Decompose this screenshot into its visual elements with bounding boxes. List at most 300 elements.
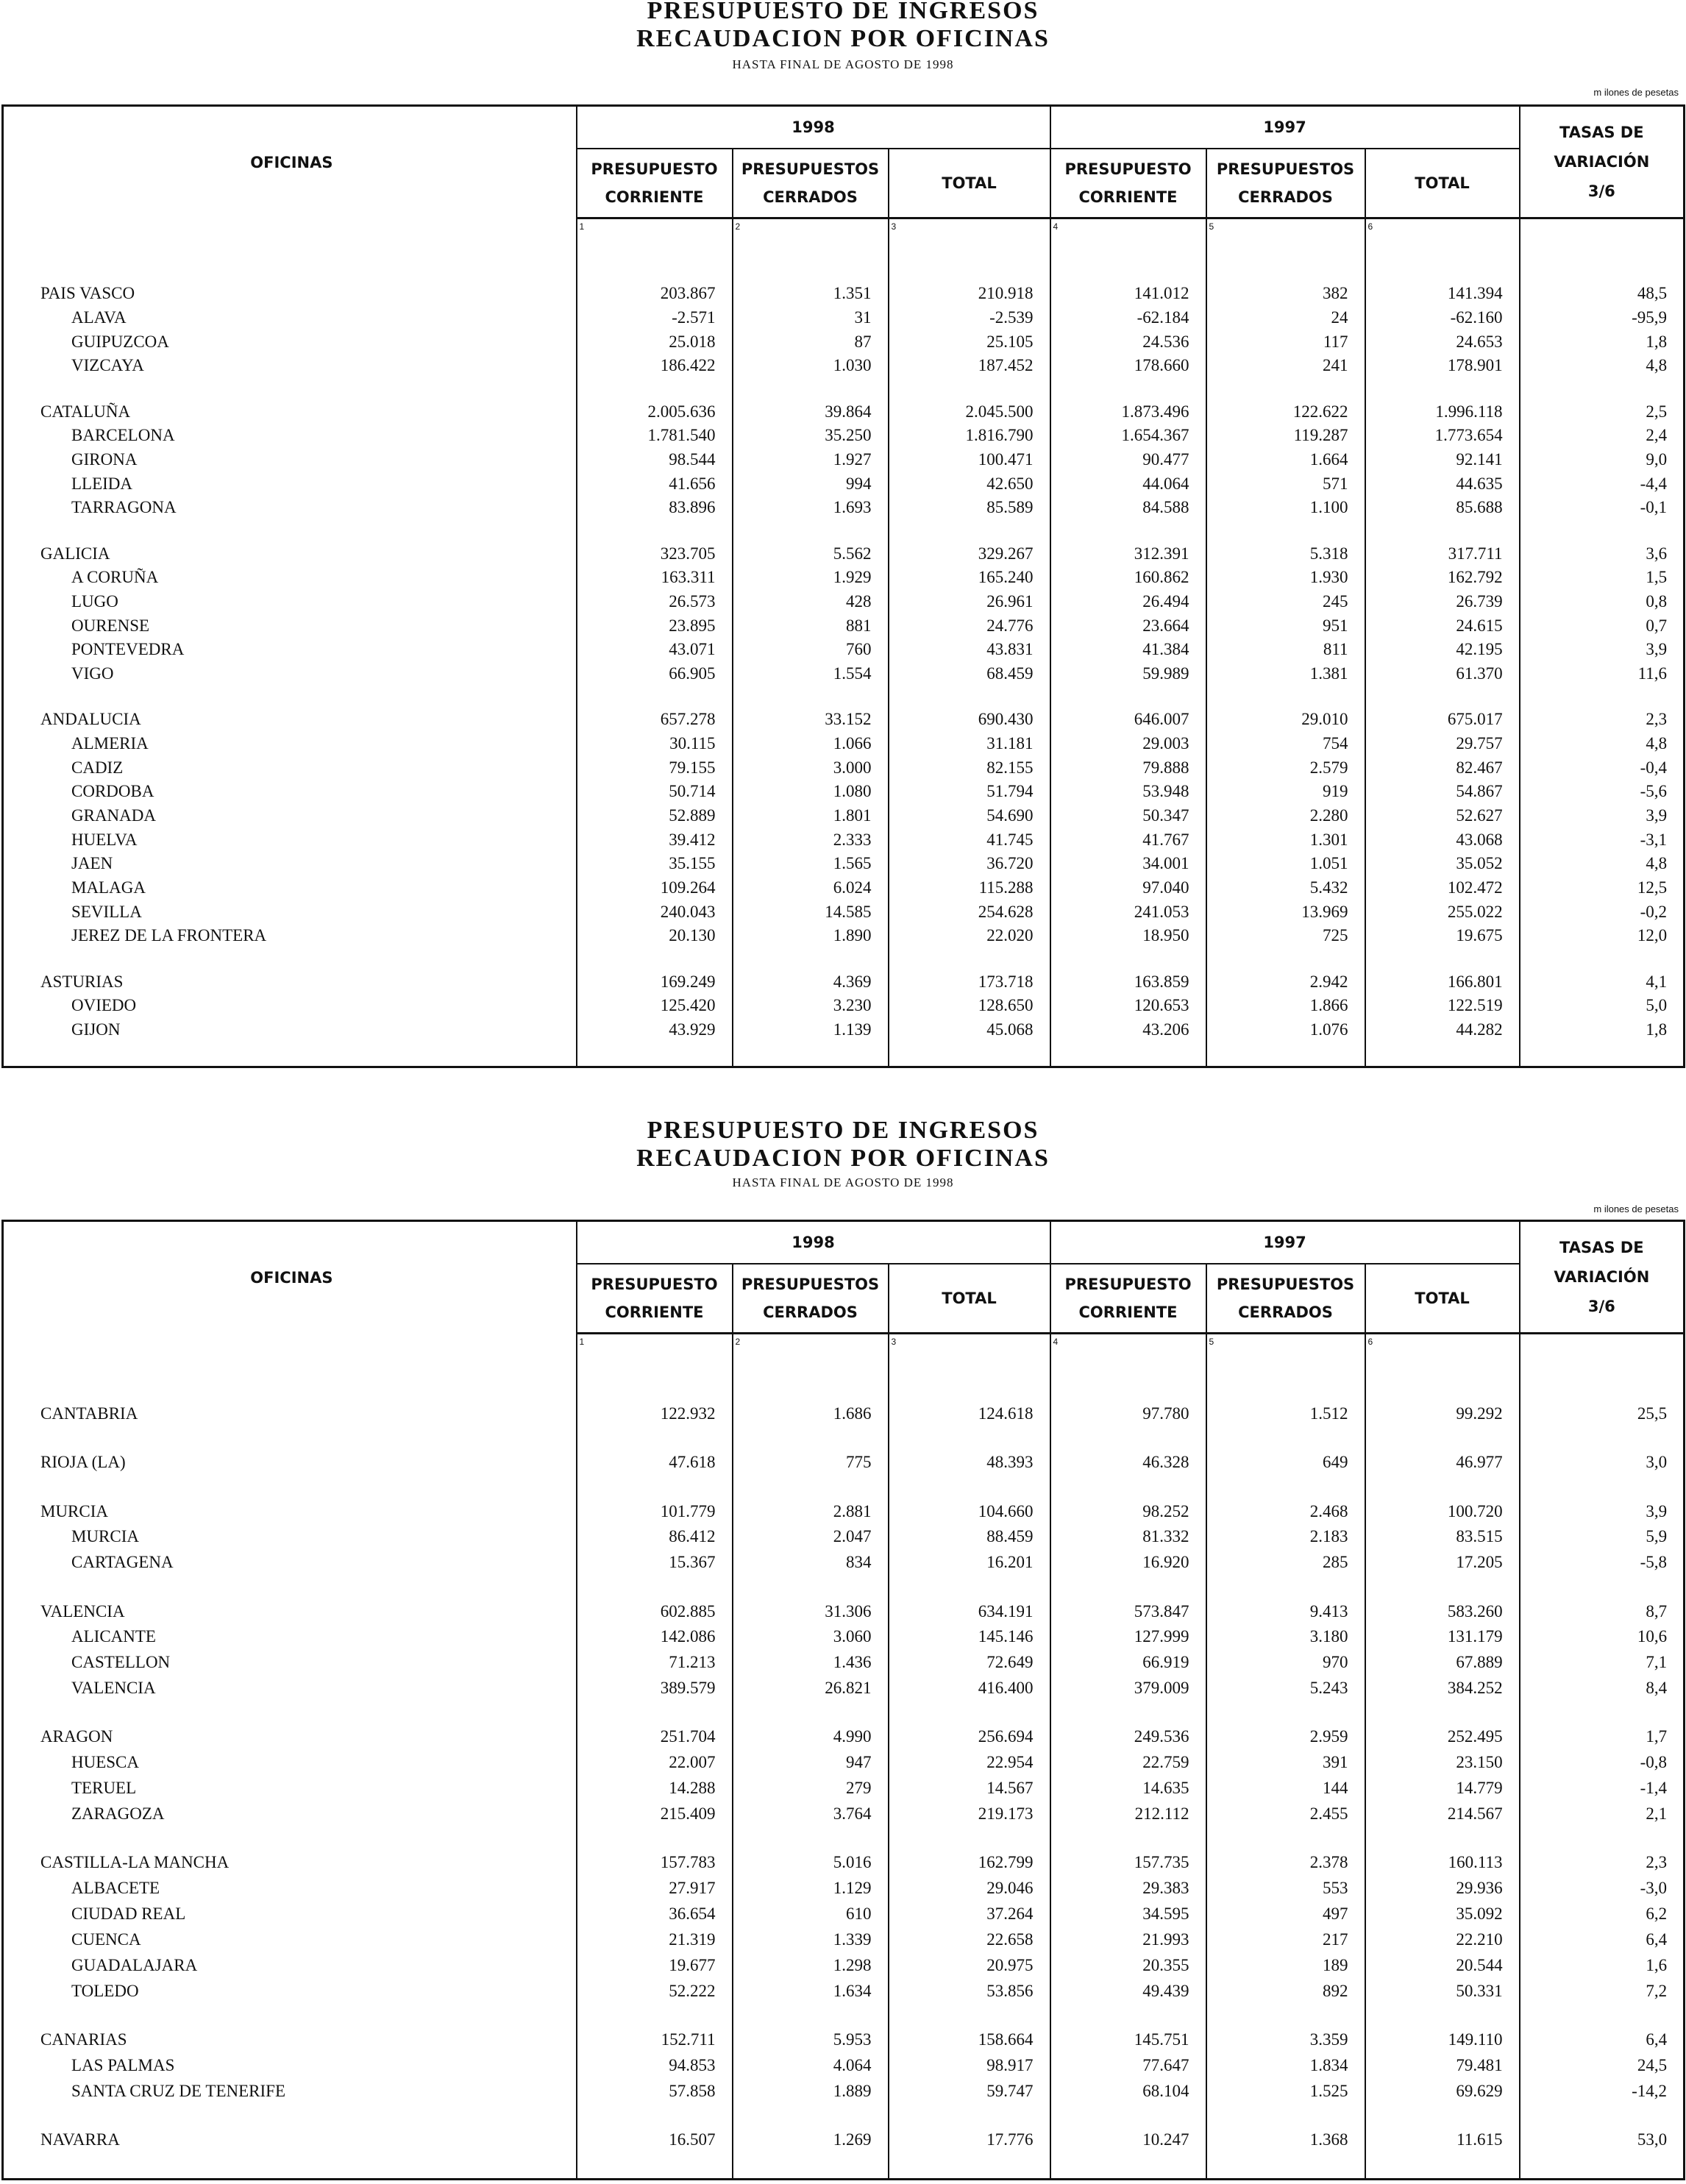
value-cell: 1.930 bbox=[1206, 565, 1365, 589]
value-cell: 19.675 bbox=[1365, 924, 1520, 948]
office-name: GUIPUZCOA bbox=[71, 332, 169, 351]
value-cell: 50.714 bbox=[577, 779, 733, 803]
region-row bbox=[3, 399, 1685, 424]
office-row bbox=[3, 828, 1685, 852]
value-cell: 98.252 bbox=[1050, 1498, 1206, 1524]
value-cell: 160.113 bbox=[1365, 1849, 1520, 1875]
value-cell: 24.536 bbox=[1050, 330, 1206, 354]
office-name: MURCIA bbox=[71, 1527, 140, 1546]
region-row bbox=[3, 1598, 1685, 1624]
value-cell: -3,0 bbox=[1520, 1875, 1685, 1901]
office-name: PONTEVEDRA bbox=[71, 640, 185, 659]
year-header-current: 1998 bbox=[577, 1221, 1050, 1264]
report-subtitle: RECAUDACION POR OFICINAS bbox=[636, 1145, 1050, 1172]
office-name: LLEIDA bbox=[71, 474, 133, 493]
spacer-cell bbox=[1206, 238, 1365, 260]
value-cell: 240.043 bbox=[577, 900, 733, 924]
value-cell: 50.331 bbox=[1365, 1978, 1520, 2004]
office-name: CIUDAD REAL bbox=[71, 1904, 186, 1924]
value-cell: 157.735 bbox=[1050, 1849, 1206, 1875]
value-cell: 36.720 bbox=[889, 851, 1050, 875]
value-cell: 48,5 bbox=[1520, 281, 1685, 305]
spacer-cell bbox=[1365, 377, 1520, 399]
value-cell: 125.420 bbox=[577, 993, 733, 1017]
filler-cell bbox=[1365, 2152, 1520, 2180]
value-cell: -3,1 bbox=[1520, 828, 1685, 852]
value-cell: 2.959 bbox=[1206, 1724, 1365, 1750]
office-row bbox=[3, 1675, 1685, 1701]
value-cell: 7,2 bbox=[1520, 1978, 1685, 2004]
value-cell: 3.060 bbox=[733, 1624, 889, 1650]
office-name: CASTILLA-LA MANCHA bbox=[40, 1853, 230, 1872]
region-row bbox=[3, 1449, 1685, 1475]
value-cell: 117 bbox=[1206, 330, 1365, 354]
spacer-cell bbox=[3, 238, 577, 260]
value-cell: 141.394 bbox=[1365, 281, 1520, 305]
value-cell: 144 bbox=[1206, 1775, 1365, 1801]
column-header-total: TOTAL bbox=[1365, 149, 1520, 218]
value-cell: 256.694 bbox=[889, 1724, 1050, 1750]
spacer-cell bbox=[577, 1701, 733, 1724]
value-cell: 2.455 bbox=[1206, 1801, 1365, 1826]
tasas-line: TASAS DE bbox=[1559, 124, 1644, 141]
spacer-cell bbox=[733, 1701, 889, 1724]
office-name: ALICANTE bbox=[71, 1627, 156, 1646]
value-cell: 20.355 bbox=[1050, 1952, 1206, 1978]
region-row bbox=[3, 707, 1685, 731]
value-cell: 41.767 bbox=[1050, 828, 1206, 852]
value-cell: -5,8 bbox=[1520, 1549, 1685, 1575]
region-row bbox=[3, 281, 1685, 305]
value-cell: 1.693 bbox=[733, 495, 889, 519]
column-header-presupuesto-corriente bbox=[577, 149, 733, 218]
value-cell: 573.847 bbox=[1050, 1598, 1206, 1624]
spacer-cell bbox=[1365, 1475, 1520, 1498]
value-cell: 72.649 bbox=[889, 1649, 1050, 1675]
spacer-cell bbox=[733, 686, 889, 708]
spacer-cell bbox=[1365, 947, 1520, 970]
value-cell: 3,9 bbox=[1520, 803, 1685, 828]
value-cell: 379.009 bbox=[1050, 1675, 1206, 1701]
value-cell: 24 bbox=[1206, 305, 1365, 330]
value-cell: 6.024 bbox=[733, 875, 889, 900]
office-name: VALENCIA bbox=[71, 1679, 156, 1698]
office-row bbox=[3, 1649, 1685, 1675]
value-cell: 163.859 bbox=[1050, 970, 1206, 994]
office-row bbox=[3, 661, 1685, 686]
value-cell: 25.105 bbox=[889, 330, 1050, 354]
spacer-row bbox=[3, 1354, 1685, 1377]
spacer-cell bbox=[577, 519, 733, 541]
filler-cell bbox=[1050, 1042, 1206, 1067]
spacer-cell bbox=[3, 1426, 577, 1449]
value-cell: 59.989 bbox=[1050, 661, 1206, 686]
spacer-cell bbox=[1520, 686, 1685, 708]
column-header-presupuesto-corriente bbox=[1050, 149, 1206, 218]
value-cell: -4,4 bbox=[1520, 472, 1685, 496]
value-cell: 1.816.790 bbox=[889, 423, 1050, 447]
value-cell: 947 bbox=[733, 1749, 889, 1775]
value-cell: 1.339 bbox=[733, 1927, 889, 1952]
value-cell: 203.867 bbox=[577, 281, 733, 305]
spacer-cell bbox=[1520, 1701, 1685, 1724]
value-cell: 163.311 bbox=[577, 565, 733, 589]
column-index: 6 bbox=[1365, 218, 1520, 238]
header-line: PRESUPUESTO bbox=[1064, 1276, 1192, 1293]
year-header-current: 1998 bbox=[577, 106, 1050, 149]
office-name: TERUEL bbox=[71, 1779, 137, 1798]
value-cell: 11.615 bbox=[1365, 2127, 1520, 2152]
header-line: CORRIENTE bbox=[605, 1303, 704, 1321]
value-cell: 24.776 bbox=[889, 613, 1050, 638]
column-index: 5 bbox=[1206, 218, 1365, 238]
value-cell: 1.927 bbox=[733, 447, 889, 472]
office-name: VIZCAYA bbox=[71, 356, 144, 375]
filler-cell bbox=[1206, 1042, 1365, 1067]
filler-cell bbox=[577, 1042, 733, 1067]
value-cell: 79.481 bbox=[1365, 2052, 1520, 2078]
value-cell: 69.629 bbox=[1365, 2078, 1520, 2104]
value-cell: 16.201 bbox=[889, 1549, 1050, 1575]
value-cell: 160.862 bbox=[1050, 565, 1206, 589]
office-name: CANARIAS bbox=[40, 2030, 127, 2049]
value-cell: 49.439 bbox=[1050, 1978, 1206, 2004]
value-cell: 1.139 bbox=[733, 1017, 889, 1042]
filler-cell bbox=[1365, 1042, 1520, 1067]
value-cell: 31 bbox=[733, 305, 889, 330]
spacer-cell bbox=[1206, 1701, 1365, 1724]
value-cell: 2.047 bbox=[733, 1524, 889, 1550]
value-cell: 102.472 bbox=[1365, 875, 1520, 900]
value-cell: 675.017 bbox=[1365, 707, 1520, 731]
value-cell: 16.920 bbox=[1050, 1549, 1206, 1575]
value-cell: 39.412 bbox=[577, 828, 733, 852]
spacer-cell bbox=[577, 1426, 733, 1449]
spacer-cell bbox=[1365, 2003, 1520, 2026]
spacer-cell bbox=[1365, 686, 1520, 708]
value-cell: -0,2 bbox=[1520, 900, 1685, 924]
spacer-cell bbox=[1050, 1378, 1206, 1401]
value-cell: 24,5 bbox=[1520, 2052, 1685, 2078]
spacer-cell bbox=[577, 2003, 733, 2026]
value-cell: 100.720 bbox=[1365, 1498, 1520, 1524]
spacer-cell bbox=[1050, 1475, 1206, 1498]
tasas-line: TASAS DE bbox=[1559, 1239, 1644, 1256]
value-cell: 17.205 bbox=[1365, 1549, 1520, 1575]
value-cell: 11,6 bbox=[1520, 661, 1685, 686]
office-row bbox=[3, 1017, 1685, 1042]
value-cell: 219.173 bbox=[889, 1801, 1050, 1826]
value-cell: 497 bbox=[1206, 1901, 1365, 1927]
spacer-cell bbox=[1050, 1354, 1206, 1377]
spacer-cell bbox=[1365, 260, 1520, 282]
spacer-cell bbox=[889, 260, 1050, 282]
spacer-cell bbox=[1050, 377, 1206, 399]
header-line: PRESUPUESTOS bbox=[741, 160, 880, 178]
value-cell: 122.622 bbox=[1206, 399, 1365, 424]
value-cell: 29.757 bbox=[1365, 731, 1520, 755]
value-cell: 3.180 bbox=[1206, 1624, 1365, 1650]
value-cell: 3,0 bbox=[1520, 1449, 1685, 1475]
value-cell: 178.901 bbox=[1365, 354, 1520, 378]
value-cell: 21.993 bbox=[1050, 1927, 1206, 1952]
header-line: CORRIENTE bbox=[1078, 188, 1178, 206]
value-cell: 255.022 bbox=[1365, 900, 1520, 924]
value-cell: 84.588 bbox=[1050, 495, 1206, 519]
value-cell: 27.917 bbox=[577, 1875, 733, 1901]
office-name: CARTAGENA bbox=[71, 1553, 174, 1572]
value-cell: 1,7 bbox=[1520, 1724, 1685, 1750]
spacer-row bbox=[3, 1475, 1685, 1498]
office-name: OVIEDO bbox=[71, 996, 137, 1015]
value-cell: 29.010 bbox=[1206, 707, 1365, 731]
value-cell: 20.975 bbox=[889, 1952, 1050, 1978]
value-cell: 46.328 bbox=[1050, 1449, 1206, 1475]
value-cell: 35.250 bbox=[733, 423, 889, 447]
spacer-cell bbox=[889, 1826, 1050, 1849]
office-name: MALAGA bbox=[71, 878, 146, 897]
spacer-cell bbox=[889, 947, 1050, 970]
value-cell: 61.370 bbox=[1365, 661, 1520, 686]
year-header-previous: 1997 bbox=[1050, 106, 1520, 149]
office-row bbox=[3, 565, 1685, 589]
value-cell: 6,4 bbox=[1520, 2027, 1685, 2052]
office-name: VIGO bbox=[71, 664, 114, 683]
tasas-line: VARIACIÓN bbox=[1554, 1268, 1650, 1286]
value-cell: 6,4 bbox=[1520, 1927, 1685, 1952]
region-row bbox=[3, 1724, 1685, 1750]
value-cell: 162.799 bbox=[889, 1849, 1050, 1875]
value-cell: 35.052 bbox=[1365, 851, 1520, 875]
office-name: SEVILLA bbox=[71, 902, 142, 921]
value-cell: 382 bbox=[1206, 281, 1365, 305]
spacer-cell bbox=[733, 2003, 889, 2026]
value-cell: -14,2 bbox=[1520, 2078, 1685, 2104]
value-cell: 29.936 bbox=[1365, 1875, 1520, 1901]
value-cell: 39.864 bbox=[733, 399, 889, 424]
spacer-cell bbox=[733, 1475, 889, 1498]
value-cell: 34.595 bbox=[1050, 1901, 1206, 1927]
value-cell: 162.792 bbox=[1365, 565, 1520, 589]
value-cell: 1.100 bbox=[1206, 495, 1365, 519]
column-header-presupuestos-cerrados bbox=[1206, 1264, 1365, 1334]
value-cell: 2.378 bbox=[1206, 1849, 1365, 1875]
value-cell: 187.452 bbox=[889, 354, 1050, 378]
value-cell: 553 bbox=[1206, 1875, 1365, 1901]
spacer-cell bbox=[1520, 947, 1685, 970]
value-cell: 41.384 bbox=[1050, 637, 1206, 661]
spacer-cell bbox=[577, 686, 733, 708]
value-cell: 23.150 bbox=[1365, 1749, 1520, 1775]
spacer-cell bbox=[1206, 2003, 1365, 2026]
spacer-cell bbox=[889, 238, 1050, 260]
value-cell: 86.412 bbox=[577, 1524, 733, 1550]
index-cell-blank bbox=[3, 218, 577, 238]
value-cell: 2.045.500 bbox=[889, 399, 1050, 424]
office-row bbox=[3, 330, 1685, 354]
filler-row bbox=[3, 1042, 1685, 1067]
value-cell: 1.051 bbox=[1206, 851, 1365, 875]
value-cell: 2,3 bbox=[1520, 707, 1685, 731]
office-name: BARCELONA bbox=[71, 426, 175, 445]
value-cell: 1.381 bbox=[1206, 661, 1365, 686]
value-cell: 3,9 bbox=[1520, 1498, 1685, 1524]
office-row bbox=[3, 875, 1685, 900]
value-cell: 210.918 bbox=[889, 281, 1050, 305]
spacer-row bbox=[3, 519, 1685, 541]
value-cell: 29.046 bbox=[889, 1875, 1050, 1901]
spacer-row bbox=[3, 947, 1685, 970]
spacer-cell bbox=[1365, 519, 1520, 541]
spacer-cell bbox=[733, 2103, 889, 2126]
value-cell: 54.867 bbox=[1365, 779, 1520, 803]
value-cell: 22.020 bbox=[889, 924, 1050, 948]
value-cell: 43.071 bbox=[577, 637, 733, 661]
office-name: ALAVA bbox=[71, 307, 127, 327]
header-line: PRESUPUESTOS bbox=[1216, 1276, 1355, 1293]
value-cell: 85.589 bbox=[889, 495, 1050, 519]
office-name: HUESCA bbox=[71, 1753, 140, 1772]
office-name: HUELVA bbox=[71, 830, 138, 849]
spacer-cell bbox=[3, 1354, 577, 1377]
value-cell: 145.146 bbox=[889, 1624, 1050, 1650]
spacer-cell bbox=[577, 377, 733, 399]
value-cell: 31.306 bbox=[733, 1598, 889, 1624]
office-name: MURCIA bbox=[40, 1501, 109, 1520]
column-index-row bbox=[3, 1334, 1685, 1355]
index-cell-blank bbox=[1520, 1334, 1685, 1355]
value-cell: 7,1 bbox=[1520, 1649, 1685, 1675]
report-title: PRESUPUESTO DE INGRESOS bbox=[647, 0, 1039, 24]
value-cell: 241.053 bbox=[1050, 900, 1206, 924]
spacer-cell bbox=[577, 260, 733, 282]
value-cell: 97.780 bbox=[1050, 1401, 1206, 1426]
column-index: 5 bbox=[1206, 1334, 1365, 1355]
spacer-cell bbox=[1206, 260, 1365, 282]
value-cell: 101.779 bbox=[577, 1498, 733, 1524]
office-row bbox=[3, 495, 1685, 519]
value-cell: -0,1 bbox=[1520, 495, 1685, 519]
office-name: GALICIA bbox=[40, 544, 110, 563]
office-name: GRANADA bbox=[71, 805, 156, 825]
value-cell: 4,8 bbox=[1520, 354, 1685, 378]
office-row bbox=[3, 1952, 1685, 1978]
office-row bbox=[3, 851, 1685, 875]
spacer-cell bbox=[1050, 1426, 1206, 1449]
value-cell: 775 bbox=[733, 1449, 889, 1475]
spacer-cell bbox=[733, 1354, 889, 1377]
value-cell: 30.115 bbox=[577, 731, 733, 755]
value-cell: 50.347 bbox=[1050, 803, 1206, 828]
value-cell: 178.660 bbox=[1050, 354, 1206, 378]
value-cell: 391 bbox=[1206, 1749, 1365, 1775]
column-header-tasas bbox=[1520, 106, 1685, 218]
region-row bbox=[3, 541, 1685, 566]
value-cell: 57.858 bbox=[577, 2078, 733, 2104]
value-cell: 173.718 bbox=[889, 970, 1050, 994]
value-cell: 649 bbox=[1206, 1449, 1365, 1475]
value-cell: 45.068 bbox=[889, 1017, 1050, 1042]
filler-cell bbox=[733, 1042, 889, 1067]
region-row bbox=[3, 2127, 1685, 2152]
value-cell: 690.430 bbox=[889, 707, 1050, 731]
value-cell: 15.367 bbox=[577, 1549, 733, 1575]
value-cell: 892 bbox=[1206, 1978, 1365, 2004]
value-cell: 14.635 bbox=[1050, 1775, 1206, 1801]
column-index: 4 bbox=[1050, 218, 1206, 238]
office-name: CUENCA bbox=[71, 1929, 141, 1949]
value-cell: -2.571 bbox=[577, 305, 733, 330]
value-cell: 1,6 bbox=[1520, 1952, 1685, 1978]
value-cell: -5,6 bbox=[1520, 779, 1685, 803]
filler-cell bbox=[1050, 2152, 1206, 2180]
value-cell: 254.628 bbox=[889, 900, 1050, 924]
value-cell: 46.977 bbox=[1365, 1449, 1520, 1475]
value-cell: 279 bbox=[733, 1775, 889, 1801]
office-row bbox=[3, 1875, 1685, 1901]
column-header-oficinas: OFICINAS bbox=[250, 153, 333, 171]
value-cell: 90.477 bbox=[1050, 447, 1206, 472]
header-line: CERRADOS bbox=[1238, 188, 1333, 206]
office-name: TOLEDO bbox=[71, 1981, 139, 2000]
value-cell: 48.393 bbox=[889, 1449, 1050, 1475]
spacer-cell bbox=[3, 686, 577, 708]
value-cell: 428 bbox=[733, 589, 889, 613]
spacer-cell bbox=[1206, 519, 1365, 541]
filler-cell bbox=[1520, 1042, 1685, 1067]
spacer-cell bbox=[1206, 1354, 1365, 1377]
value-cell: 12,0 bbox=[1520, 924, 1685, 948]
value-cell: 158.664 bbox=[889, 2027, 1050, 2052]
region-row bbox=[3, 2027, 1685, 2052]
value-cell: 35.092 bbox=[1365, 1901, 1520, 1927]
spacer-cell bbox=[1050, 1575, 1206, 1598]
value-cell: 115.288 bbox=[889, 875, 1050, 900]
value-cell: 970 bbox=[1206, 1649, 1365, 1675]
column-index: 2 bbox=[733, 1334, 889, 1355]
value-cell: 44.282 bbox=[1365, 1017, 1520, 1042]
spacer-cell bbox=[1520, 377, 1685, 399]
value-cell: 811 bbox=[1206, 637, 1365, 661]
value-cell: -95,9 bbox=[1520, 305, 1685, 330]
column-index: 4 bbox=[1050, 1334, 1206, 1355]
column-index: 2 bbox=[733, 218, 889, 238]
value-cell: 571 bbox=[1206, 472, 1365, 496]
column-header-presupuestos-cerrados bbox=[1206, 149, 1365, 218]
value-cell: 951 bbox=[1206, 613, 1365, 638]
spacer-cell bbox=[1206, 1475, 1365, 1498]
value-cell: 149.110 bbox=[1365, 2027, 1520, 2052]
office-row bbox=[3, 1549, 1685, 1575]
value-cell: 26.961 bbox=[889, 589, 1050, 613]
value-cell: 0,7 bbox=[1520, 613, 1685, 638]
spacer-cell bbox=[1050, 260, 1206, 282]
value-cell: 36.654 bbox=[577, 1901, 733, 1927]
office-row bbox=[3, 2052, 1685, 2078]
value-cell: 122.932 bbox=[577, 1401, 733, 1426]
value-cell: 14.585 bbox=[733, 900, 889, 924]
value-cell: 79.155 bbox=[577, 755, 733, 780]
value-cell: 67.889 bbox=[1365, 1649, 1520, 1675]
value-cell: 52.889 bbox=[577, 803, 733, 828]
value-cell: 1.301 bbox=[1206, 828, 1365, 852]
header-row-years bbox=[3, 106, 1685, 149]
value-cell: 166.801 bbox=[1365, 970, 1520, 994]
table-header bbox=[3, 1221, 1685, 1334]
office-name: JEREZ DE LA FRONTERA bbox=[71, 926, 267, 945]
value-cell: 29.383 bbox=[1050, 1875, 1206, 1901]
value-cell: 37.264 bbox=[889, 1901, 1050, 1927]
